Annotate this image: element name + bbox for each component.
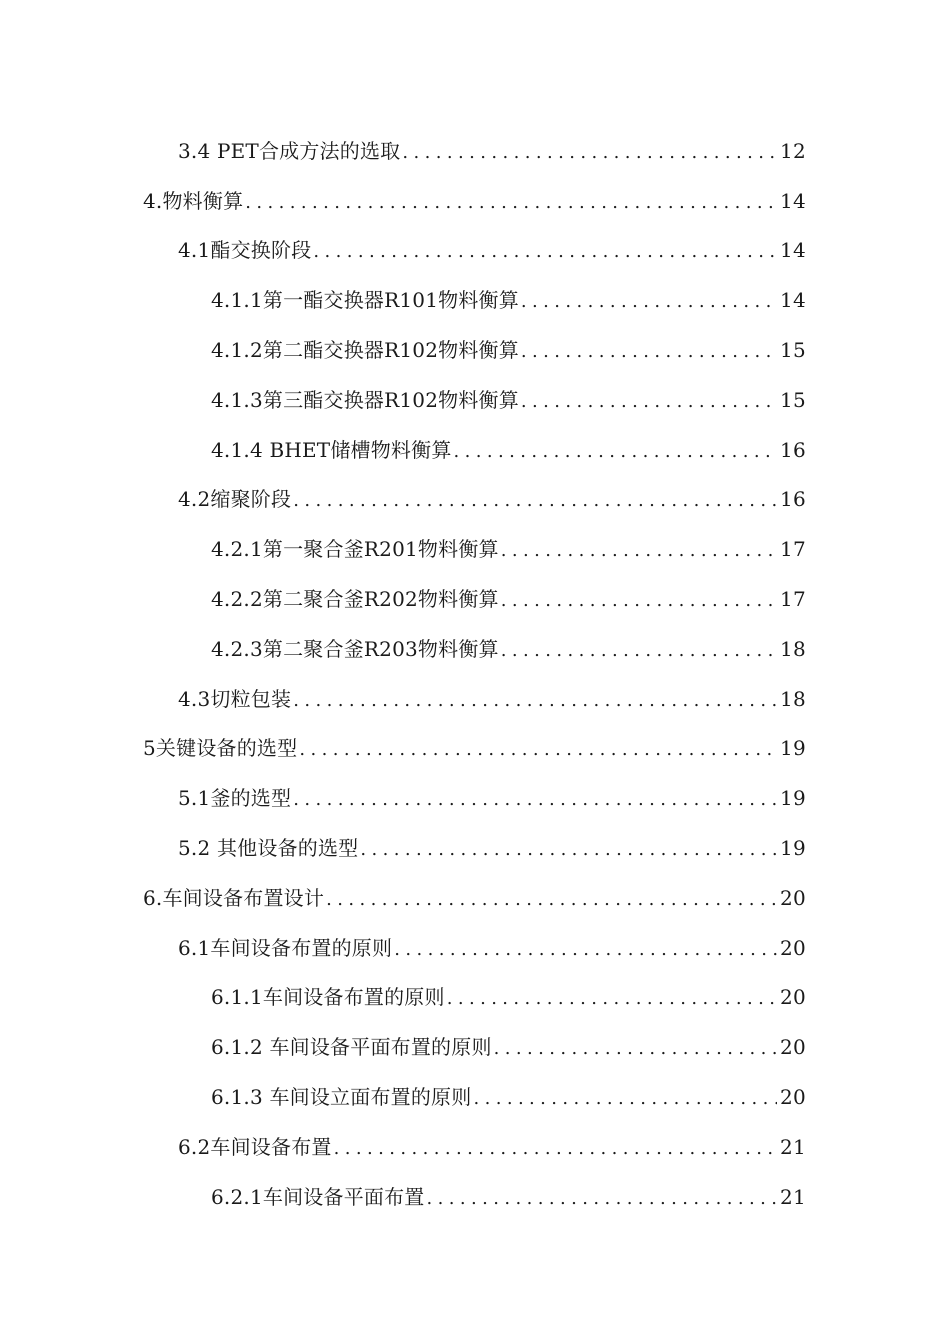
toc-entry-4-2[interactable]	[0, 475, 950, 525]
toc-dot-leader	[454, 443, 777, 475]
toc-entry-title: 6.1.3 车间设立面布置的原则	[211, 1085, 472, 1110]
toc-page-number: 18	[779, 686, 806, 711]
toc-page-number: 20	[779, 935, 806, 960]
toc-page-number: 15	[779, 387, 806, 412]
toc-dot-leader	[427, 1190, 777, 1222]
toc-page-number: 19	[779, 736, 806, 761]
toc-dot-leader	[447, 990, 777, 1022]
toc-entry-title: 5.1釜的选型	[178, 786, 292, 811]
toc-entry-title: 6.1.1车间设备布置的原则	[211, 985, 445, 1010]
toc-entry-6-1-1[interactable]	[0, 973, 950, 1023]
toc-dot-leader	[293, 692, 777, 724]
toc-entry-6-1-3[interactable]	[0, 1072, 950, 1122]
toc-entry-title: 6.1.2 车间设备平面布置的原则	[211, 1035, 492, 1060]
toc-dot-leader	[521, 343, 777, 375]
toc-entry-5[interactable]	[0, 724, 950, 774]
toc-page-number: 14	[779, 288, 806, 313]
toc-entry-4-1-4[interactable]	[0, 425, 950, 475]
toc-entry-title: 4.2.2第二聚合釜R202物料衡算	[211, 587, 499, 612]
toc-page-number: 15	[779, 338, 806, 363]
toc-entry-5-2[interactable]	[0, 823, 950, 873]
toc-entry-6-2[interactable]	[0, 1122, 950, 1172]
toc-dot-leader	[293, 492, 777, 524]
toc-entry-6-1[interactable]	[0, 923, 950, 973]
toc-entry-title: 4.2.1第一聚合釜R201物料衡算	[211, 537, 499, 562]
toc-entry-title: 6.2车间设备布置	[178, 1134, 332, 1159]
toc-dot-leader	[501, 592, 777, 624]
toc-dot-leader	[334, 1140, 777, 1172]
toc-dot-leader	[394, 941, 777, 973]
toc-dot-leader	[299, 741, 777, 773]
toc-page-number: 12	[779, 138, 806, 163]
toc-entry-6-1-2[interactable]	[0, 1022, 950, 1072]
toc-dot-leader	[293, 791, 777, 823]
toc-entry-title: 4.物料衡算	[143, 188, 244, 213]
toc-entry-4[interactable]	[0, 176, 950, 226]
toc-entry-title: 4.1酯交换阶段	[178, 238, 312, 263]
toc-entry-6-2-1[interactable]	[0, 1172, 950, 1222]
toc-entry-3-4[interactable]	[0, 126, 950, 176]
toc-page-number: 20	[779, 1085, 806, 1110]
toc-dot-leader	[494, 1040, 777, 1072]
toc-entry-5-1[interactable]	[0, 773, 950, 823]
toc-entry-title: 4.1.3第三酯交换器R102物料衡算	[211, 387, 519, 412]
toc-entry-4-2-1[interactable]	[0, 524, 950, 574]
toc-entry-4-1-1[interactable]	[0, 275, 950, 325]
toc-page-number: 16	[779, 487, 806, 512]
toc-entry-title: 6.1车间设备布置的原则	[178, 935, 393, 960]
toc-page-number: 14	[779, 238, 806, 263]
toc-page-number: 14	[779, 188, 806, 213]
toc-entry-title: 6.2.1车间设备平面布置	[211, 1184, 425, 1209]
toc-page-number: 18	[779, 636, 806, 661]
toc-entry-title: 5关键设备的选型	[143, 736, 298, 761]
toc-dot-leader	[402, 144, 777, 176]
toc-entry-title: 4.2缩聚阶段	[178, 487, 292, 512]
toc-dot-leader	[326, 891, 777, 923]
toc-page-number: 17	[779, 587, 806, 612]
toc-entry-title: 6.车间设备布置设计	[143, 885, 325, 910]
toc-entry-4-1[interactable]	[0, 226, 950, 276]
toc-entry-4-2-3[interactable]	[0, 624, 950, 674]
toc-dot-leader	[473, 1090, 776, 1122]
toc-page-number: 20	[779, 985, 806, 1010]
toc-entry-title: 3.4 PET合成方法的选取	[178, 138, 401, 163]
toc-page-number: 19	[779, 836, 806, 861]
toc-entry-4-1-2[interactable]	[0, 325, 950, 375]
toc-dot-leader	[360, 841, 777, 873]
table-of-contents	[0, 126, 950, 1222]
toc-page-number: 16	[779, 437, 806, 462]
toc-page-number: 21	[779, 1184, 806, 1209]
toc-dot-leader	[313, 243, 777, 275]
toc-dot-leader	[501, 542, 777, 574]
toc-entry-title: 5.2 其他设备的选型	[178, 836, 359, 861]
toc-entry-title: 4.3切粒包装	[178, 686, 292, 711]
toc-entry-title: 4.1.4 BHET储槽物料衡算	[211, 437, 452, 462]
toc-entry-title: 4.1.1第一酯交换器R101物料衡算	[211, 288, 519, 313]
toc-entry-6[interactable]	[0, 873, 950, 923]
toc-entry-title: 4.1.2第二酯交换器R102物料衡算	[211, 338, 519, 363]
toc-page-number: 19	[779, 786, 806, 811]
toc-page-number: 17	[779, 537, 806, 562]
toc-entry-4-1-3[interactable]	[0, 375, 950, 425]
toc-page-number: 20	[779, 885, 806, 910]
toc-page-number: 21	[779, 1134, 806, 1159]
toc-page-number: 20	[779, 1035, 806, 1060]
toc-entry-4-3[interactable]	[0, 674, 950, 724]
toc-dot-leader	[245, 194, 777, 226]
toc-dot-leader	[521, 393, 777, 425]
toc-dot-leader	[501, 642, 777, 674]
toc-dot-leader	[521, 293, 777, 325]
toc-entry-4-2-2[interactable]	[0, 574, 950, 624]
toc-entry-title: 4.2.3第二聚合釜R203物料衡算	[211, 636, 499, 661]
